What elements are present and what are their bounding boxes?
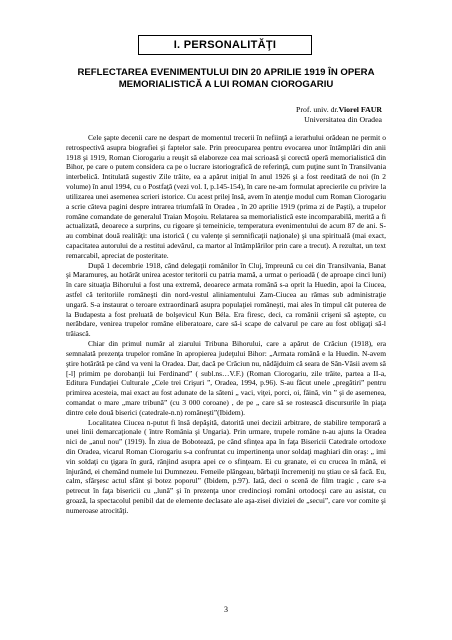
author-affiliation: Universitatea din Oradea — [304, 114, 382, 124]
author-block — [296, 105, 382, 124]
section-heading-box — [138, 35, 312, 55]
paragraph-1: Cele şapte decenii care ne despart de momentul trecerii în nefiinţă a ierarhului orădean ne permit o retrospectivă asupra biografiei şi faptelor sale. Prin preocuparea pentru evocarea unor întâmplări din anii 1918 şi 1919, Roman Ciorogariu a reuşit să elaboreze cea mai scrioasă şi corectă operă memorialistică din Bihor, pe care o putem considera ca pe o lucrare istoriografică de referinţă, cum puţine sunt în Transilvania interbelică. Intitulată sugestiv Zile trăite, ea a apărut iniţial în anul 1926 şi a fost reeditată de noi (în 2 volume) în anul 1994, cu o Postfaţă (vezi vol. I, p.145-154), în care ne-am formulat aprecierile cu privire la utilizarea unei asemenea scrieri istorice. Cu acest prilej însă, avem în atenţie modul cum Roman Ciorogariu a scrie câteva pagini despre intrarea triumfală în Oradea , în 20 aprilie 1919 (prima zi de Paşti), a trupelor române comandate de generalul Traian Moşoiu. Relatarea sa memorialistică este incomparabilă, merită a fi actualizată, deoarece a surprins, cu rigoare şi temeinicie, temperatura evenimentului de acum 87 de ani. S-au combinat două realităţi: una istorică ( cu valenţe şi semnificaţii naţionale) şi una spirituală (mai exact, capacitatea autorului de a restitui adevărul, ca martor al întâmplărilor prin care a trecut). A rezultat, un text remarcabil, apreciat de posteritate. — [66, 133, 386, 260]
author-name: Viorel FAUR — [338, 105, 382, 114]
author-prefix: Prof. univ. dr. — [296, 105, 339, 114]
title-line-2: MEMORIALISTICĂ A LUI ROMAN CIOROGARIU — [118, 79, 334, 90]
article-title — [56, 67, 396, 91]
title-line-1: REFLECTAREA EVENIMENTULUI DIN 20 APRILIE 1919 ÎN OPERA — [77, 67, 375, 78]
paragraph-4: Localitatea Ciucea n-putut fi însă depăşită, datorită unei decizii arbitrare, de stabilire temporară a unei linii demarcaţionale ( între România şi Ungaria). Prin urmare, trupele române n-au ajuns la Oradea nici de „anul nou” (1919). În ziua de Bobotează, pe când sfinţea apa în faţa Bisericii Catedrale ortodoxe din Oradea, vicarul Roman Ciorogariu s-a confruntat cu impertinenţa unor soldaţi maghiari din oraş: „ imi vin soldaţi cu ţigara în gură, rânjind asupra apei ce o sfinţeam. Ei cu granate, ei cu crucea în mână, ei înjurând, ei chemând numele lui Dumnezeu. Femeile plângeau, bărbaţii încremeniţi nu ştiau ce să facă. Eu, calm, sfârşesc actul sfânt şi botez poporul” (Ibidem, p.97). Iată, deci o scenă de film tragic , care s-a petrecut în faţa bisericii cu „lună” şi în prezenţa unor credincioşi români ortodocşi care au asistat, cu groază, la spectacolul penibil dat de elemente declasate ale aşa-zisei diviziei de „secui”, care vor comite şi numeroase atrocităţi. — [66, 417, 386, 515]
paragraph-2: După 1 decembrie 1918, când delegaţii românilor în Cluj, împreună cu cei din Transilvania, Banat şi Maramureş, au hotărât unirea acestor teritorii cu patria mamă, a urmat o perioadă ( de aproape cinci luni) în care situaţia Bihorului a fost una extremă, deoarece armata română s-a oprit la Huedin, apoi la Ciucea, astfel că teritoriile româneşti din nord-vestul aliniamentului Zam-Ciucea au rămas sub administraţie ungară. S-a instaurat o teroare extraordinară asupra populaţiei româneşti, mai ales în timpul cât puterea de la Budapesta a fost preluată de bolşevicul Kun Béla. Era firesc, deci, ca românii crişeni să aştepte, cu nerăbdare, venirea trupelor române eliberatoare, care să-i scape de calvarul pe care au fost obligaţi să-l trăiască. — [66, 260, 386, 339]
section-heading: I. PERSONALITĂŢI — [173, 39, 277, 51]
paragraph-3: Chiar din primul număr al ziarului Tribuna Bihorului, care a apărut de Crăciun (1918), era semnalată prezenţa trupelor române în apropierea judeţului Bihor: „Armata română e la Huedin. N-avem ştire hotărâtă pe când va veni la Oradea. Dar, dacă pe Crăciun nu, nădăjduim că seara de Sân-Văsii avem să [-l] primim pe dorobanţii lui Ferdinand” ( subl.ns…V.F.) (Roman Ciorogariu, zile trăite, partea a II-a, Editura Fundaţiei Culturale „Cele trei Crişuri ”, Oradea, 1994, p.96). S-au făcut unele „pregătiri” pentru primirea acesteia, mai exact au fost adunate de la săteni „ vaci, viţei, porci, oi, făină, vin ” şi de asemenea, comandat o mare „mare tribună” (cu 3 000 coroane) , de pe „ care să se rostească discursurile în piaţa dintre cele două biserici (catedrale-n.n) româneşti”(Ibidem). — [66, 339, 386, 417]
page-number: 3 — [224, 605, 228, 614]
author-line — [296, 105, 382, 115]
article-body — [66, 133, 386, 516]
